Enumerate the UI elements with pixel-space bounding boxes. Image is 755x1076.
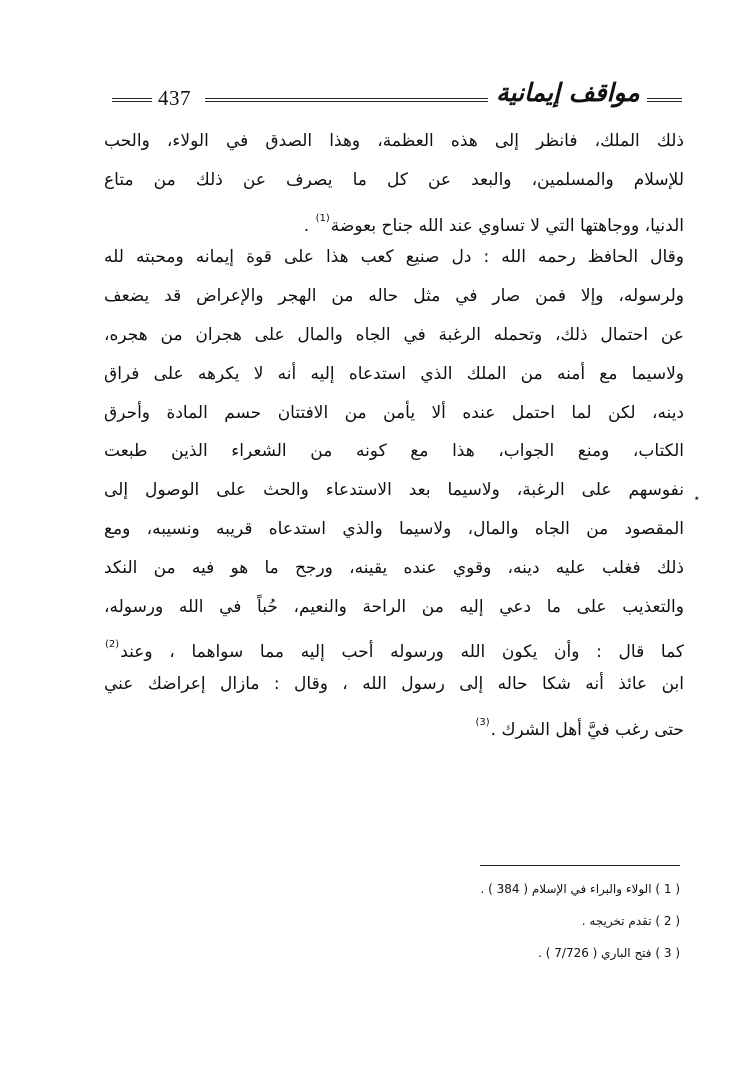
text-line: للإسلام والمسلمين، والبعد عن كل ما يصرف عن ذلك من متاع xyxy=(104,169,684,190)
text-line: ولاسيما مع أمنه من الملك الذي استدعاه إليه أنه لا يكرهه على فراق xyxy=(104,363,684,384)
text-line: ذلك الملك، فانظر إلى هذه العظمة، وهذا الصدق في الولاء، والحب xyxy=(104,131,684,151)
footnote: ( 2 ) تقدم تخريجه . xyxy=(581,914,680,928)
header-rule-left xyxy=(112,98,152,102)
text-line: نفوسهم على الرغبة، ولاسيما بعد الاستدعاء والحث على الوصول إلى xyxy=(104,480,684,501)
text-line: حتى رغب فيَّ أهل الشرك .$^{(3)}$ xyxy=(475,716,684,740)
text-line: دينه، لكن لما احتمل عنده ألا يأمن من الافتتان حسم المادة وأحرق xyxy=(104,402,684,423)
footnote-ref: (3) xyxy=(475,716,490,728)
footnote-ref: (1) xyxy=(315,212,330,224)
page-header xyxy=(112,78,682,118)
text-line: ولرسوله، وإلا فمن صار في مثل حاله من الهجر والإعراض قد يضعف xyxy=(104,286,684,307)
text-line: الدنيا، ووجاهتها التي لا تساوي عند الله جناح بعوضة$^{(1)}$ . xyxy=(303,212,684,236)
text-line: المقصود من الجاه والمال، ولاسيما والذي استدعاه قريبه ونسيبه، ومع xyxy=(104,518,684,539)
text-line: كما قال : وأن يكون الله ورسوله أحب إليه مما سواهما ، وعند$^{(2)}$ xyxy=(105,639,684,663)
running-title: مواقف إيمانية xyxy=(496,78,640,107)
footnotes xyxy=(380,878,680,974)
footnote-ref: (2) xyxy=(105,639,120,651)
text-line: ذلك فغلب عليه دينه، وقوي عنده يقينه، ورجح ما هو فيه من النكد xyxy=(104,557,684,578)
body-text xyxy=(104,122,684,743)
footnote: ( 3 ) فتح الباري ( 7/726 ) . xyxy=(538,946,680,960)
footnote: ( 1 ) الولاء والبراء في الإسلام ( 384 ) . xyxy=(480,882,680,896)
header-rule-middle xyxy=(205,98,488,102)
text-line: والتعذيب على ما دعي إليه من الراحة والنعيم، حُباً في الله ورسوله، xyxy=(104,596,684,617)
text-line: عن احتمال ذلك، وتحمله الرغبة في الجاه والمال على هجران من هجره، xyxy=(104,324,684,345)
footnote-separator xyxy=(480,865,680,866)
text-line: ابن عائذ أنه شكا حاله إلى رسول الله ، وقال : مازال إعراضك عني xyxy=(104,674,684,695)
margin-mark: ٭ xyxy=(694,493,700,504)
text-line: وقال الحافظ رحمه الله : دل صنيع كعب هذا على قوة إيمانه ومحبته لله xyxy=(104,247,684,268)
text-line: الكتاب، ومنع الجواب، هذا مع كونه من الشعراء الذين طبعت xyxy=(104,441,684,462)
page-number: 437 xyxy=(158,86,191,110)
header-rule-right xyxy=(647,98,682,102)
